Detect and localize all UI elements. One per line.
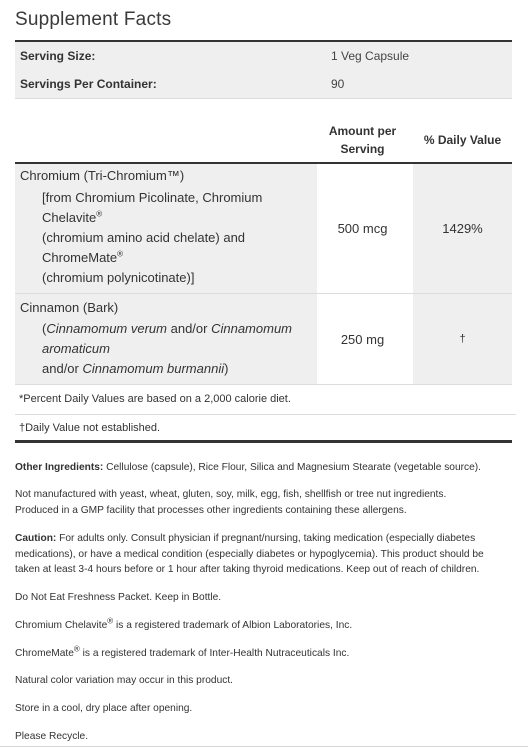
- servings-per-container-label: Servings Per Container:: [20, 77, 157, 91]
- dagger-footnote: †Daily Value not established.: [15, 414, 516, 441]
- ingredient-name: Chromium (Tri-Chromium™): [20, 168, 185, 183]
- page-bottom-edge: [0, 746, 528, 747]
- storage-note: Store in a cool, dry place after opening.: [15, 703, 193, 714]
- ingredient-row-cinnamon: [15, 294, 512, 385]
- serving-size-value: 1 Veg Capsule: [331, 49, 410, 63]
- serving-size-label: Serving Size:: [20, 49, 96, 63]
- percent-daily-footnote: *Percent Daily Values are based on a 2,000 calorie diet.: [19, 393, 291, 405]
- amount-header-line1: Amount per: [328, 124, 397, 138]
- ingredient-name: Cinnamon (Bark): [20, 300, 119, 315]
- ingredient-source-line: ChromeMate®: [42, 249, 124, 265]
- color-variation-note: Natural color variation may occur in this product.: [15, 675, 233, 686]
- servings-per-container-row: [15, 70, 512, 99]
- ingredient-source-line: Chelavite®: [42, 209, 103, 225]
- recycle-note: Please Recycle.: [15, 731, 89, 742]
- ingredient-source-line: (Cinnamomum verum and/or Cinnamomum: [42, 321, 293, 336]
- ingredient-daily-value: †: [413, 294, 512, 384]
- ingredient-source-line: [from Chromium Picolinate, Chromium: [42, 190, 263, 205]
- ingredient-row-chromium: [15, 164, 512, 294]
- other-ingredients-label: Other Ingredients:: [15, 462, 104, 473]
- ingredient-source-line: aromaticum: [42, 341, 110, 356]
- amount-per-serving-header: [312, 122, 413, 158]
- serving-size-row: [15, 42, 512, 71]
- caution-label: Caution:: [15, 533, 57, 544]
- ingredient-name-cell: [15, 294, 317, 384]
- ingredient-name-cell: [15, 164, 317, 293]
- ingredient-amount: 500 mcg: [337, 221, 388, 236]
- other-ingredients-text: Cellulose (capsule), Rice Flour, Silica and Magnesium Stearate (vegetable source).: [103, 462, 481, 473]
- freshness-note: Do Not Eat Freshness Packet. Keep in Bottle.: [15, 592, 222, 603]
- chelavite-trademark-note: Chromium Chelavite® is a registered trademark of Albion Laboratories, Inc.: [15, 616, 353, 631]
- bottom-divider: [15, 440, 512, 443]
- daily-value-header: % Daily Value: [423, 133, 502, 147]
- chromemate-trademark-note: ChromeMate® is a registered trademark of Inter-Health Nutraceuticals Inc.: [15, 644, 350, 659]
- ingredient-source-line: and/or Cinnamomum burmannii): [42, 361, 229, 376]
- allergen-statement: Not manufactured with yeast, wheat, gluten, soy, milk, egg, fish, shellfish or tree nut ingredients. Produced in a GMP facility that processes other ingredients containing these allergens.: [15, 489, 447, 516]
- ingredient-daily-value: 1429%: [413, 164, 512, 293]
- page-title: Supplement Facts: [15, 9, 172, 30]
- caution-statement: Caution: For adults only. Consult physician if pregnant/nursing, taking medication (especially diabetes medications), or have a medical condition (especially diabetes or hypoglycemia). This product should be taken at least 3-4 hours before or 1 hour after taking thyroid medications. Keep out of reach of children.: [15, 533, 484, 575]
- ingredient-source-line: (chromium amino acid chelate) and: [42, 230, 246, 245]
- other-ingredients: [15, 460, 515, 476]
- ingredient-amount: 250 mg: [340, 331, 385, 347]
- servings-per-container-value: 90: [331, 77, 345, 91]
- amount-header-line2: Serving: [340, 142, 385, 156]
- ingredient-source-line: (chromium polynicotinate)]: [42, 270, 195, 285]
- table-header: [15, 118, 512, 164]
